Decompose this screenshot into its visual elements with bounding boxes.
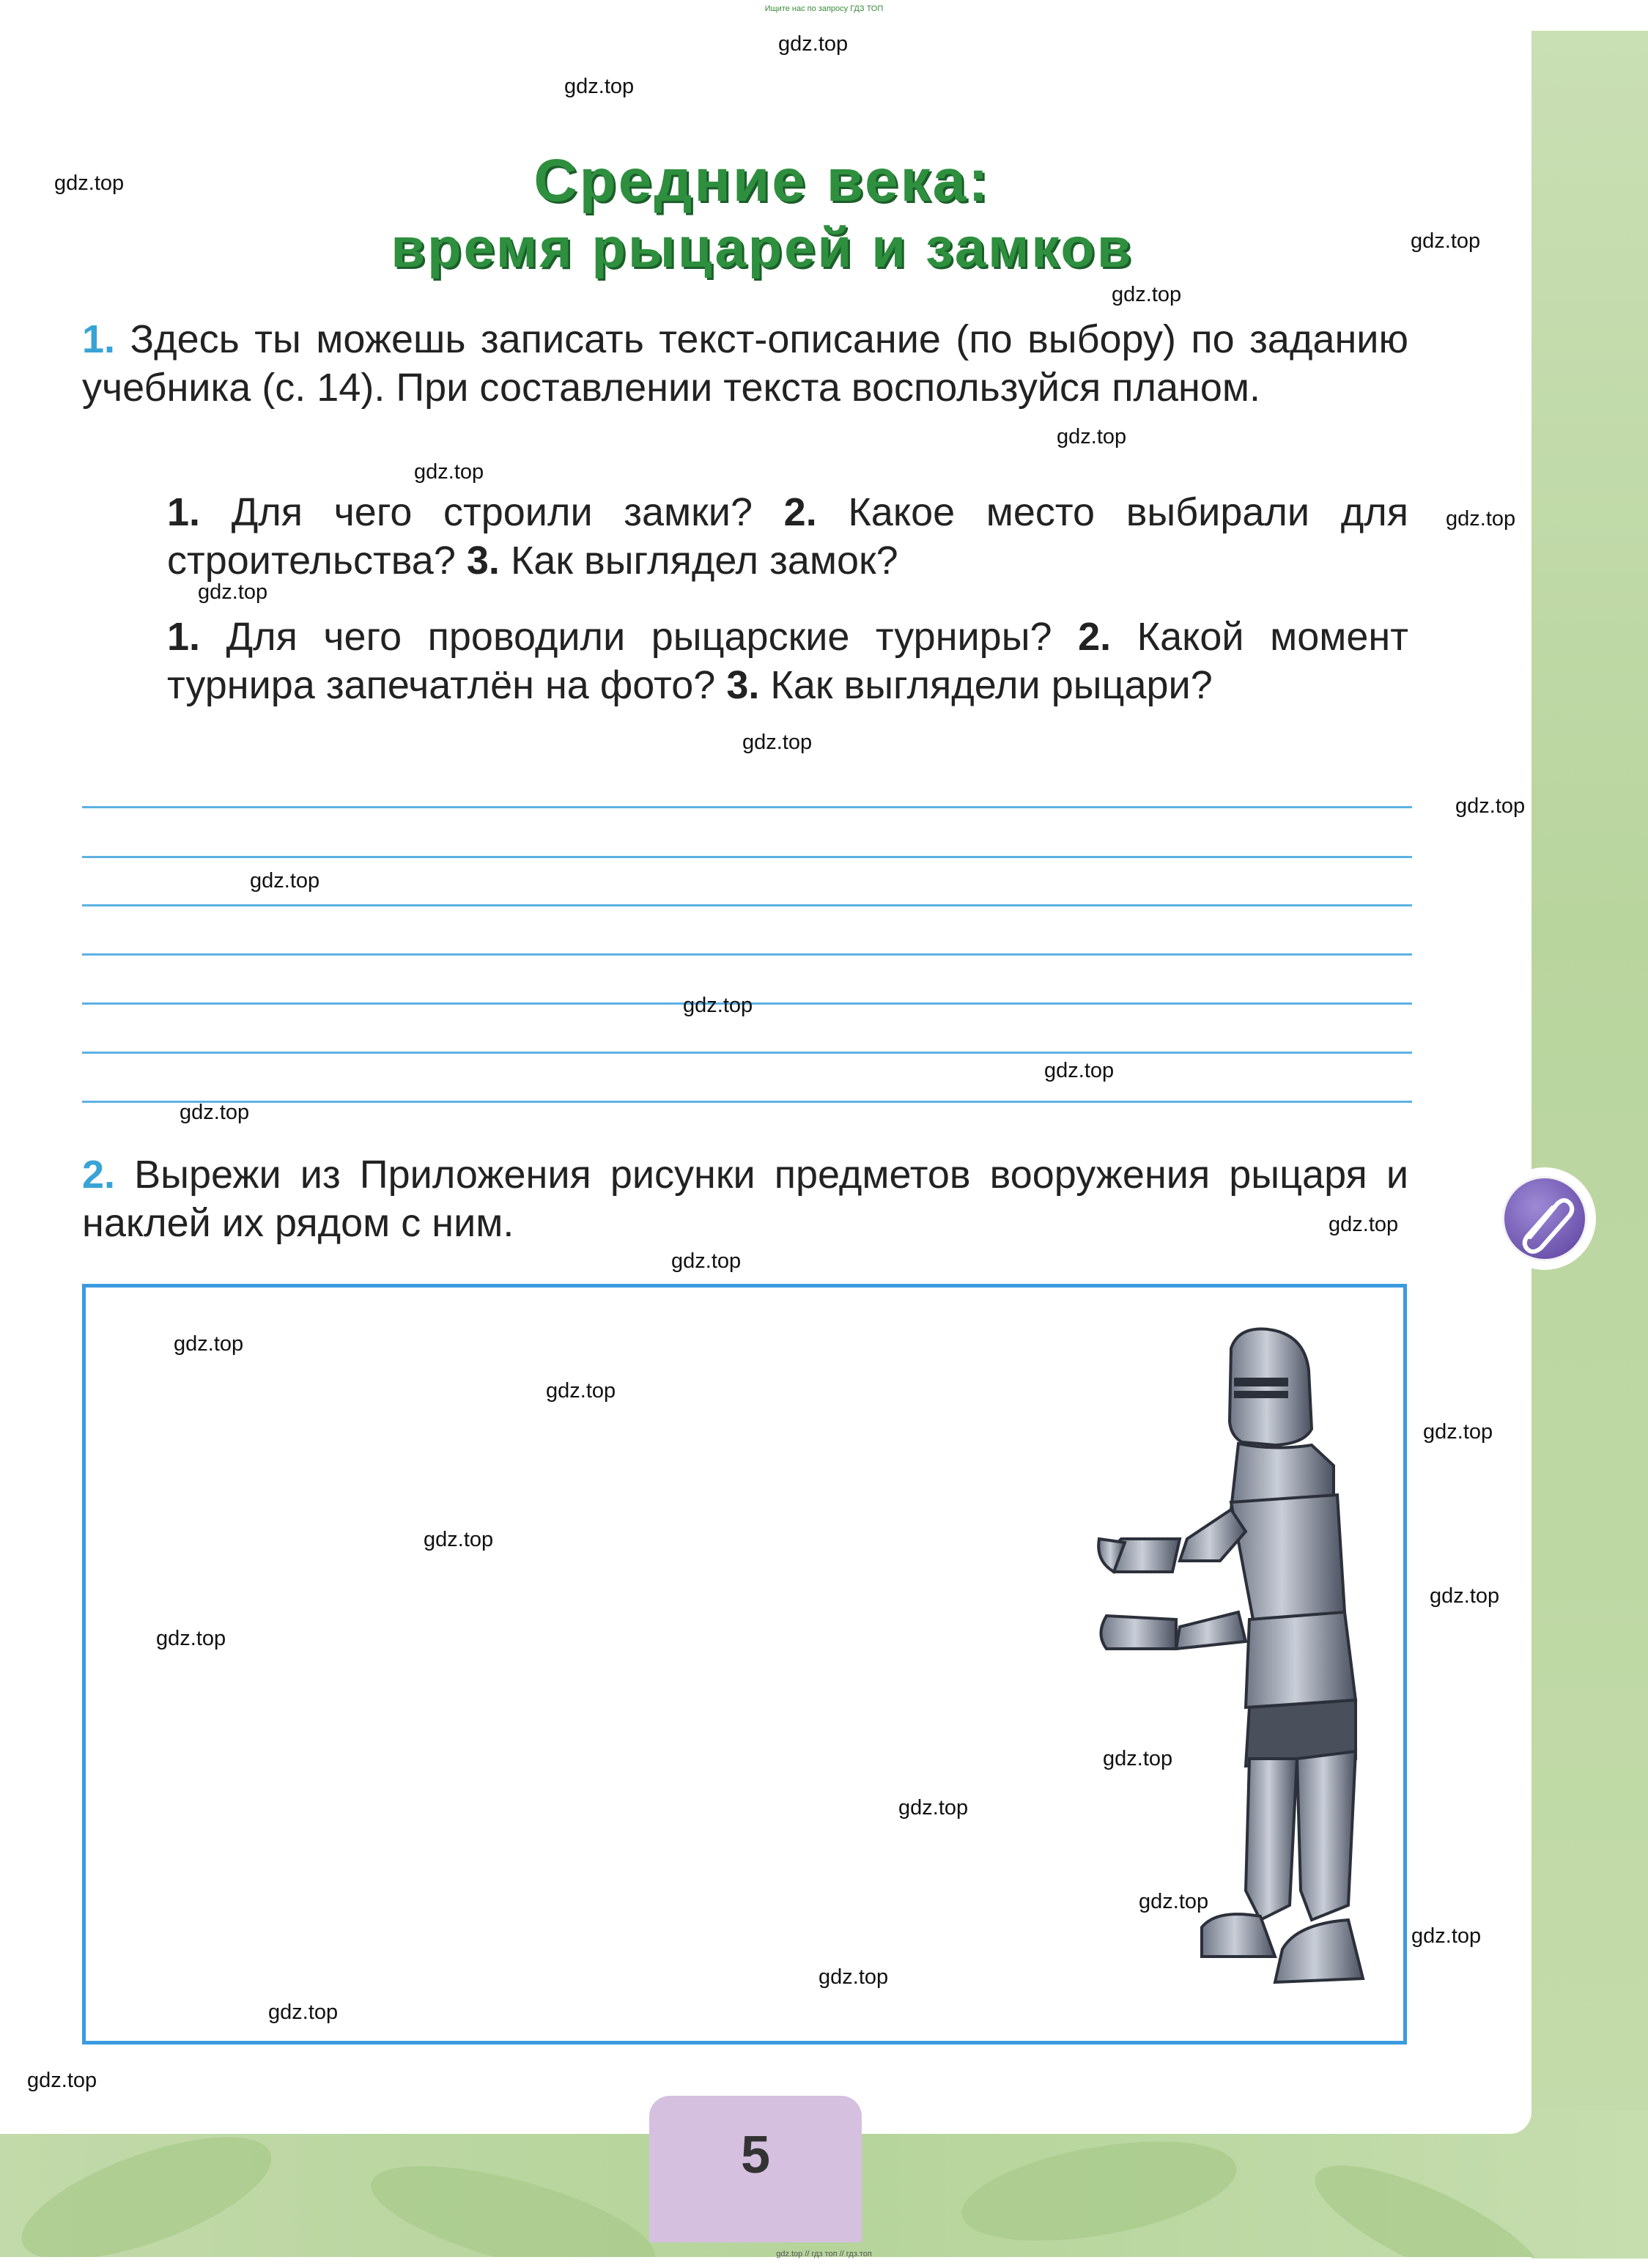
task-2-text: Вырежи из Приложения рисунки предметов вооружения рыцаря и наклей их рядом с ним. [82, 1153, 1408, 1245]
plan-b-text-2: Какой момент турнира запечатлён на фото? [167, 615, 1408, 707]
watermark: gdz.top [1044, 1059, 1115, 1082]
watermark: gdz.top [54, 171, 125, 195]
watermark: gdz.top [564, 75, 635, 98]
plan-b-num-1: 1. [167, 615, 201, 659]
watermark: gdz.top [742, 731, 813, 754]
plan-b-num-3: 3. [726, 663, 760, 707]
knight-illustration [1092, 1319, 1385, 2008]
paperclip-icon [1502, 1176, 1587, 1261]
writing-line[interactable] [82, 1101, 1412, 1103]
writing-line[interactable] [82, 856, 1412, 858]
task-2-number: 2. [82, 1153, 116, 1197]
plan-a-text-2: Какое место выбирали для строительства? [167, 490, 1408, 583]
writing-line[interactable] [82, 1052, 1412, 1054]
watermark: gdz.top [250, 869, 320, 893]
watermark: gdz.top [1411, 229, 1481, 253]
plan-b-text-1: Для чего проводили рыцарские турниры? [226, 615, 1052, 659]
task-1-number: 1. [82, 317, 116, 361]
task-1 [82, 315, 1408, 412]
watermark: gdz.top [1455, 794, 1526, 818]
watermark: gdz.top [898, 1796, 969, 1820]
watermark: gdz.top [546, 1379, 616, 1403]
watermark: gdz.top [424, 1528, 494, 1551]
watermark: gdz.top [268, 2001, 339, 2024]
plan-a-text-1: Для чего строили замки? [231, 490, 753, 534]
watermark: gdz.top [1057, 425, 1127, 448]
task-1-plan-b [167, 613, 1408, 709]
watermark: gdz.top [180, 1101, 250, 1124]
writing-line[interactable] [82, 904, 1412, 906]
plan-a-num-2: 2. [783, 490, 817, 534]
plan-a-num-3: 3. [466, 539, 500, 583]
watermark: gdz.top [1139, 1890, 1209, 1913]
watermark: gdz.top [1329, 1213, 1399, 1236]
watermark: gdz.top [1112, 283, 1182, 306]
watermark: gdz.top [174, 1332, 244, 1356]
watermark: gdz.top [671, 1249, 742, 1273]
watermark: gdz.top [1446, 507, 1516, 531]
side-background [1531, 31, 1648, 2258]
task-2 [82, 1150, 1408, 1247]
watermark: gdz.top [1103, 1747, 1173, 1770]
watermark: gdz.top [819, 1965, 889, 1989]
footer-note: gdz.top // гдз топ // гдз.топ [776, 2250, 872, 2258]
task-1-plan-a [167, 488, 1408, 585]
watermark: gdz.top [1423, 1420, 1493, 1444]
plan-b-text-3: Как выглядели рыцари? [770, 663, 1213, 707]
watermark: gdz.top [1411, 1924, 1482, 1948]
watermark: gdz.top [27, 2069, 97, 2092]
watermark: gdz.top [778, 32, 849, 56]
watermark: gdz.top [683, 994, 753, 1017]
plan-a-text-3: Как выглядел замок? [510, 539, 898, 583]
watermark: gdz.top [414, 460, 484, 484]
writing-line[interactable] [82, 806, 1412, 808]
plan-a-num-1: 1. [167, 490, 201, 534]
plan-b-num-2: 2. [1078, 615, 1112, 659]
page-title-line2: время рыцарей и замков [391, 217, 1134, 279]
watermark: gdz.top [1430, 1584, 1500, 1608]
header-note: Ищите нас по запросу ГДЗ ТОП [764, 4, 884, 13]
page-title-line1: Средние века: [533, 147, 991, 214]
watermark: gdz.top [198, 580, 268, 604]
watermark: gdz.top [156, 1627, 226, 1650]
writing-line[interactable] [82, 953, 1412, 956]
page-number: 5 [740, 2126, 771, 2184]
task-1-text: Здесь ты можешь записать текст-описание (по выбору) по заданию учебника (с. 14). При составлении текста воспользуйся планом. [82, 317, 1408, 410]
